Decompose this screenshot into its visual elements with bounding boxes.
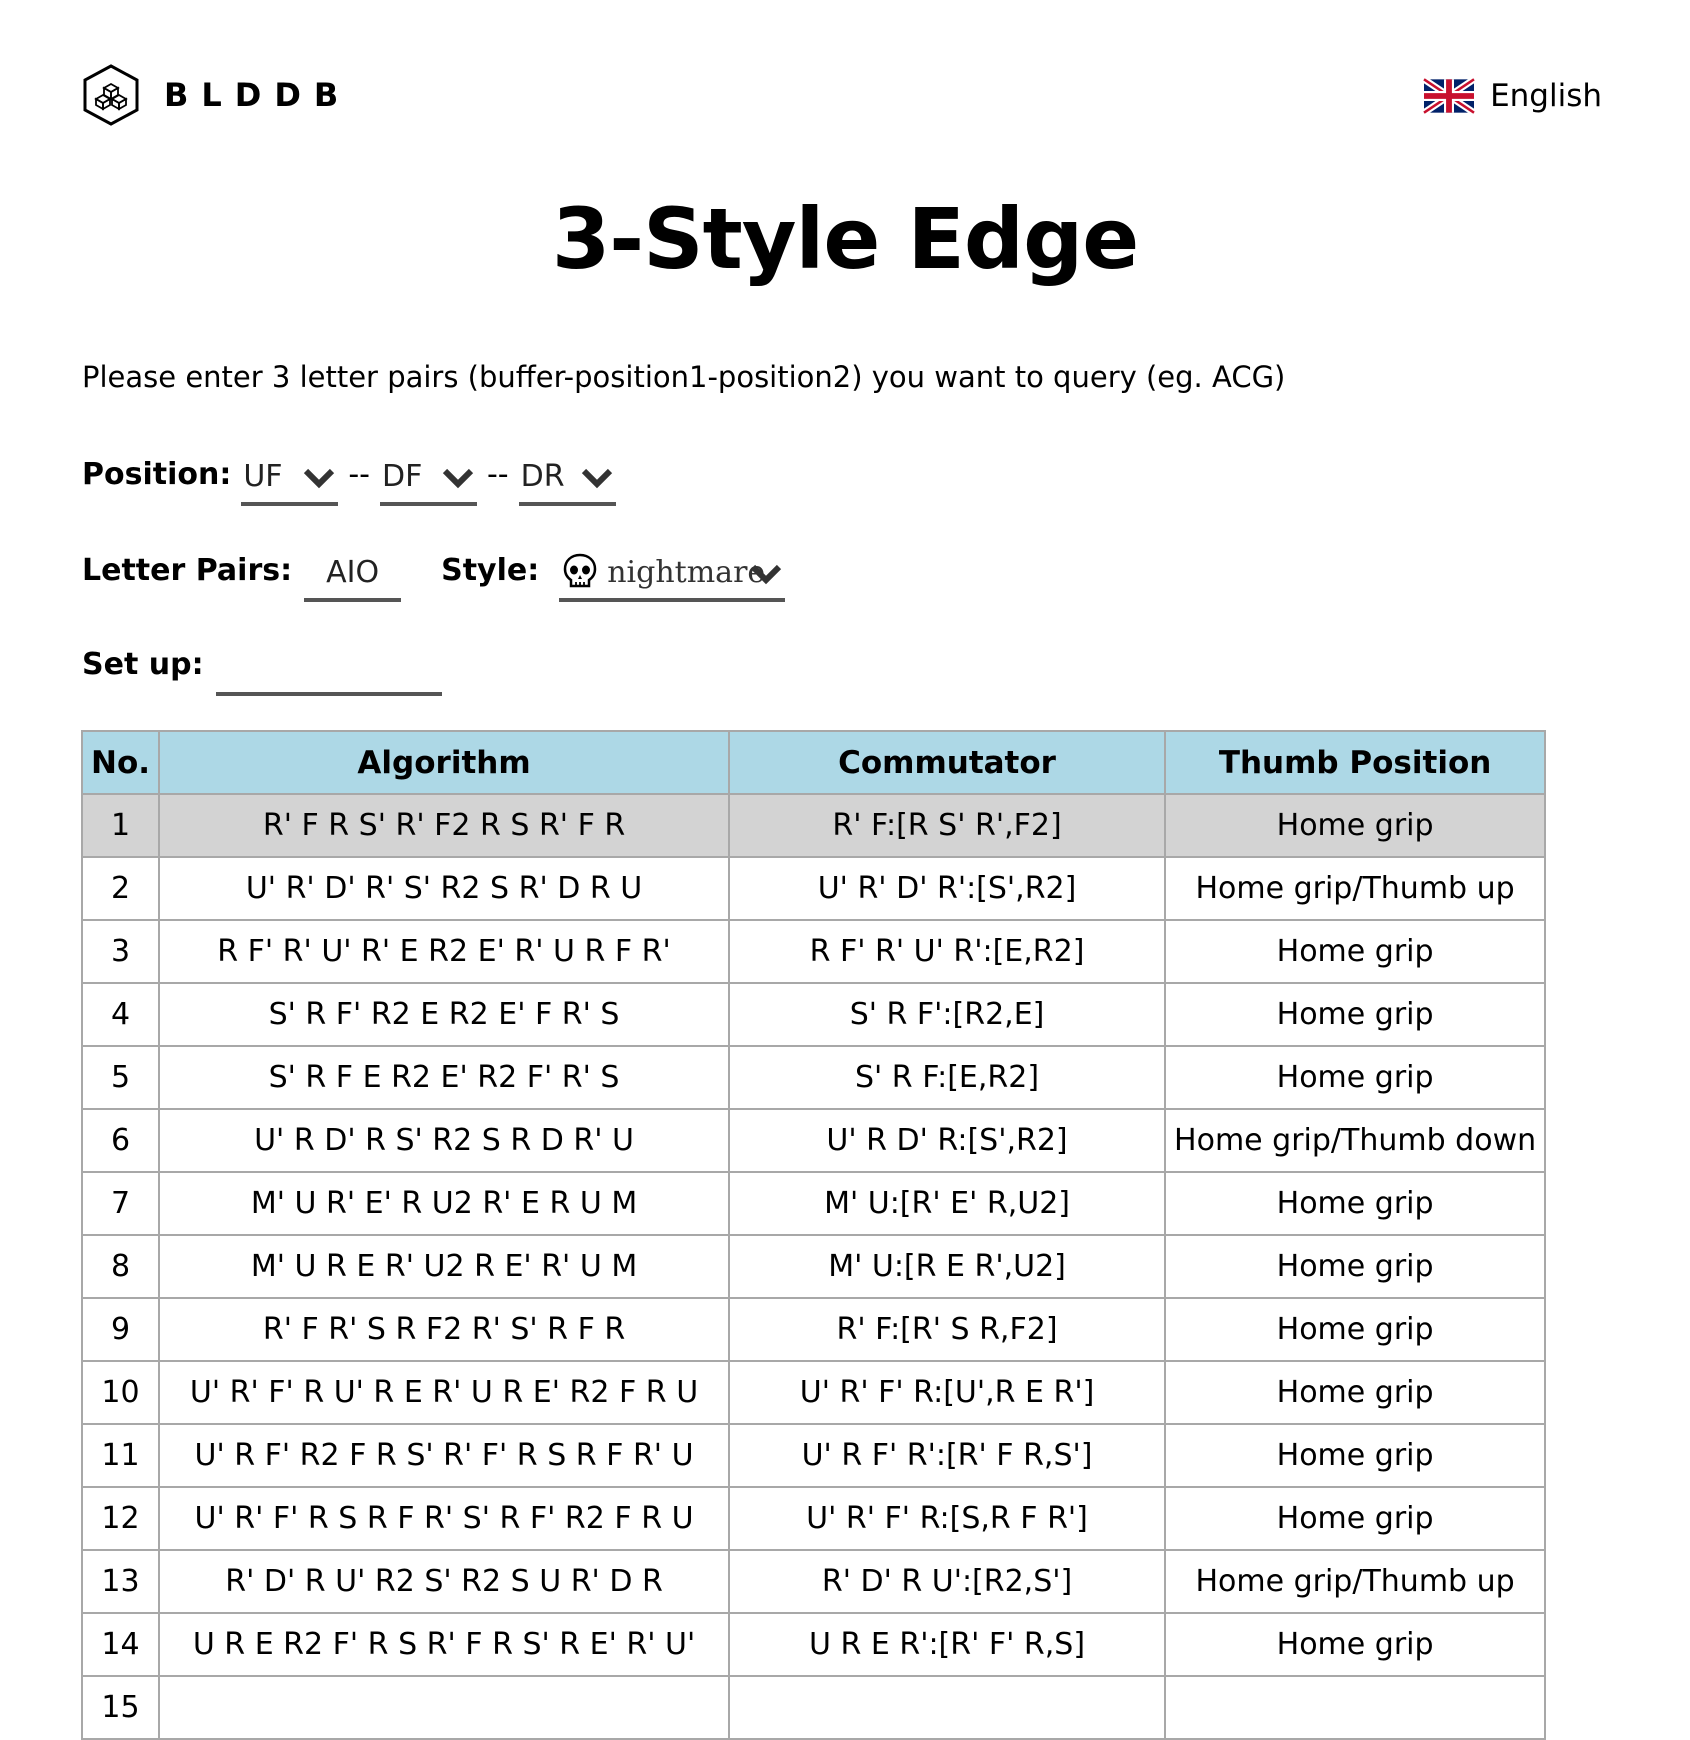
position2-select[interactable] xyxy=(519,450,616,506)
cell-thumb-position: Home grip xyxy=(1165,1235,1545,1298)
cell-commutator xyxy=(729,1676,1165,1739)
page-title: 3-Style Edge xyxy=(551,190,1139,288)
position-label: Position: xyxy=(82,457,232,492)
instructions-text: Please enter 3 letter pairs (buffer-position1-position2) you want to query (eg. ACG) xyxy=(82,360,1286,394)
table-row[interactable] xyxy=(82,1550,1545,1613)
cell-thumb-position: Home grip xyxy=(1165,1361,1545,1424)
cell-algorithm: M' U R E R' U2 R E' R' U M xyxy=(159,1235,729,1298)
position1-value: DF xyxy=(381,458,423,494)
position1-select[interactable] xyxy=(380,450,477,506)
header xyxy=(82,64,1602,130)
cell-algorithm: S' R F E R2 E' R2 F' R' S xyxy=(159,1046,729,1109)
cell-no: 6 xyxy=(82,1109,159,1172)
logo-link[interactable] xyxy=(82,64,351,126)
column-header-thumb-position: Thumb Position xyxy=(1165,731,1545,794)
cell-algorithm: U R E R2 F' R S R' F R S' R E' R' U' xyxy=(159,1613,729,1676)
cell-algorithm: R' D' R U' R2 S' R2 S U R' D R xyxy=(159,1550,729,1613)
chevron-down-icon xyxy=(302,466,336,490)
cell-commutator: S' R F':[R2,E] xyxy=(729,983,1165,1046)
position-separator: -- xyxy=(348,457,370,492)
chevron-down-icon xyxy=(441,466,475,490)
cell-commutator: M' U:[R E R',U2] xyxy=(729,1235,1165,1298)
cell-algorithm: R F' R' U' R' E R2 E' R' U R F R' xyxy=(159,920,729,983)
cell-no: 5 xyxy=(82,1046,159,1109)
cell-no: 11 xyxy=(82,1424,159,1487)
cell-algorithm: R' F R' S R F2 R' S' R F R xyxy=(159,1298,729,1361)
position-row xyxy=(82,450,616,506)
cell-algorithm xyxy=(159,1676,729,1739)
cell-thumb-position: Home grip xyxy=(1165,1487,1545,1550)
cell-commutator: U' R' F' R:[S,R F R'] xyxy=(729,1487,1165,1550)
language-selector[interactable] xyxy=(1424,78,1602,114)
logo-text: BLDDB xyxy=(164,76,352,114)
cell-thumb-position xyxy=(1165,1676,1545,1739)
position-separator: -- xyxy=(486,457,509,492)
position2-value: DR xyxy=(520,458,565,494)
table-row[interactable] xyxy=(82,1235,1545,1298)
cell-no: 9 xyxy=(82,1298,159,1361)
column-header-algorithm: Algorithm xyxy=(159,731,729,794)
cell-commutator: S' R F:[E,R2] xyxy=(729,1046,1165,1109)
cell-no: 13 xyxy=(82,1550,159,1613)
uk-flag-icon xyxy=(1424,79,1474,113)
table-row[interactable] xyxy=(82,1172,1545,1235)
table-row[interactable] xyxy=(82,857,1545,920)
cell-no: 14 xyxy=(82,1613,159,1676)
cell-no: 12 xyxy=(82,1487,159,1550)
table-header-row xyxy=(82,731,1545,794)
cell-no: 7 xyxy=(82,1172,159,1235)
cell-algorithm: U' R D' R S' R2 S R D R' U xyxy=(159,1109,729,1172)
cell-commutator: R' F:[R' S R,F2] xyxy=(729,1298,1165,1361)
cell-commutator: M' U:[R' E' R,U2] xyxy=(729,1172,1165,1235)
cell-commutator: R F' R' U' R':[E,R2] xyxy=(729,920,1165,983)
cell-algorithm: S' R F' R2 E R2 E' F R' S xyxy=(159,983,729,1046)
column-header-no: No. xyxy=(82,731,159,794)
table-row[interactable] xyxy=(82,1298,1545,1361)
table-row[interactable] xyxy=(82,1424,1545,1487)
setup-label: Set up: xyxy=(82,647,204,682)
cell-no: 1 xyxy=(82,794,159,857)
style-select[interactable] xyxy=(559,546,785,602)
cell-commutator: R' D' R U':[R2,S'] xyxy=(729,1550,1165,1613)
cube-hexagon-icon xyxy=(82,64,140,126)
table-row[interactable] xyxy=(82,1487,1545,1550)
cell-thumb-position: Home grip xyxy=(1165,794,1545,857)
cell-no: 4 xyxy=(82,983,159,1046)
letter-pairs-row xyxy=(82,546,785,602)
cell-thumb-position: Home grip xyxy=(1165,983,1545,1046)
algorithm-table xyxy=(81,730,1546,1740)
table-row[interactable] xyxy=(82,983,1545,1046)
letter-pairs-label: Letter Pairs: xyxy=(82,553,293,588)
setup-input[interactable] xyxy=(216,640,442,696)
table-row[interactable] xyxy=(82,1046,1545,1109)
table-row[interactable] xyxy=(82,1109,1545,1172)
letter-pairs-input[interactable] xyxy=(304,546,401,602)
table-row[interactable] xyxy=(82,1361,1545,1424)
cell-thumb-position: Home grip xyxy=(1165,1046,1545,1109)
cell-commutator: U' R' D' R':[S',R2] xyxy=(729,857,1165,920)
cell-no: 15 xyxy=(82,1676,159,1739)
skull-icon xyxy=(563,553,597,591)
table-body xyxy=(82,794,1545,1739)
cell-algorithm: R' F R S' R' F2 R S R' F R xyxy=(159,794,729,857)
cell-thumb-position: Home grip xyxy=(1165,1424,1545,1487)
language-label: English xyxy=(1490,78,1602,114)
cell-thumb-position: Home grip xyxy=(1165,1172,1545,1235)
cell-algorithm: U' R' F' R U' R E R' U R E' R2 F R U xyxy=(159,1361,729,1424)
cell-commutator: U R E R':[R' F' R,S] xyxy=(729,1613,1165,1676)
cell-no: 10 xyxy=(82,1361,159,1424)
cell-commutator: U' R F' R':[R' F R,S'] xyxy=(729,1424,1165,1487)
cell-thumb-position: Home grip xyxy=(1165,1613,1545,1676)
table-row[interactable] xyxy=(82,920,1545,983)
chevron-down-icon xyxy=(749,562,783,586)
cell-algorithm: U' R' F' R S R F R' S' R F' R2 F R U xyxy=(159,1487,729,1550)
cell-thumb-position: Home grip/Thumb up xyxy=(1165,857,1545,920)
style-label: Style: xyxy=(441,553,540,588)
cell-thumb-position: Home grip/Thumb down xyxy=(1165,1109,1545,1172)
table-row[interactable] xyxy=(82,1613,1545,1676)
cell-no: 8 xyxy=(82,1235,159,1298)
cell-thumb-position: Home grip/Thumb up xyxy=(1165,1550,1545,1613)
cell-commutator: U' R' F' R:[U',R E R'] xyxy=(729,1361,1165,1424)
cell-no: 2 xyxy=(82,857,159,920)
table-row[interactable] xyxy=(82,1676,1545,1739)
cell-thumb-position: Home grip xyxy=(1165,920,1545,983)
cell-commutator: U' R D' R:[S',R2] xyxy=(729,1109,1165,1172)
chevron-down-icon xyxy=(580,466,614,490)
cell-algorithm: U' R F' R2 F R S' R' F' R S R F R' U xyxy=(159,1424,729,1487)
cell-thumb-position: Home grip xyxy=(1165,1298,1545,1361)
style-value: nightmare xyxy=(607,554,766,590)
cell-commutator: R' F:[R S' R',F2] xyxy=(729,794,1165,857)
setup-row xyxy=(82,640,442,696)
table-row[interactable] xyxy=(82,794,1545,857)
cell-algorithm: M' U R' E' R U2 R' E R U M xyxy=(159,1172,729,1235)
column-header-commutator: Commutator xyxy=(729,731,1165,794)
buffer-select[interactable] xyxy=(241,450,338,506)
cell-no: 3 xyxy=(82,920,159,983)
buffer-value: UF xyxy=(243,458,283,494)
cell-algorithm: U' R' D' R' S' R2 S R' D R U xyxy=(159,857,729,920)
